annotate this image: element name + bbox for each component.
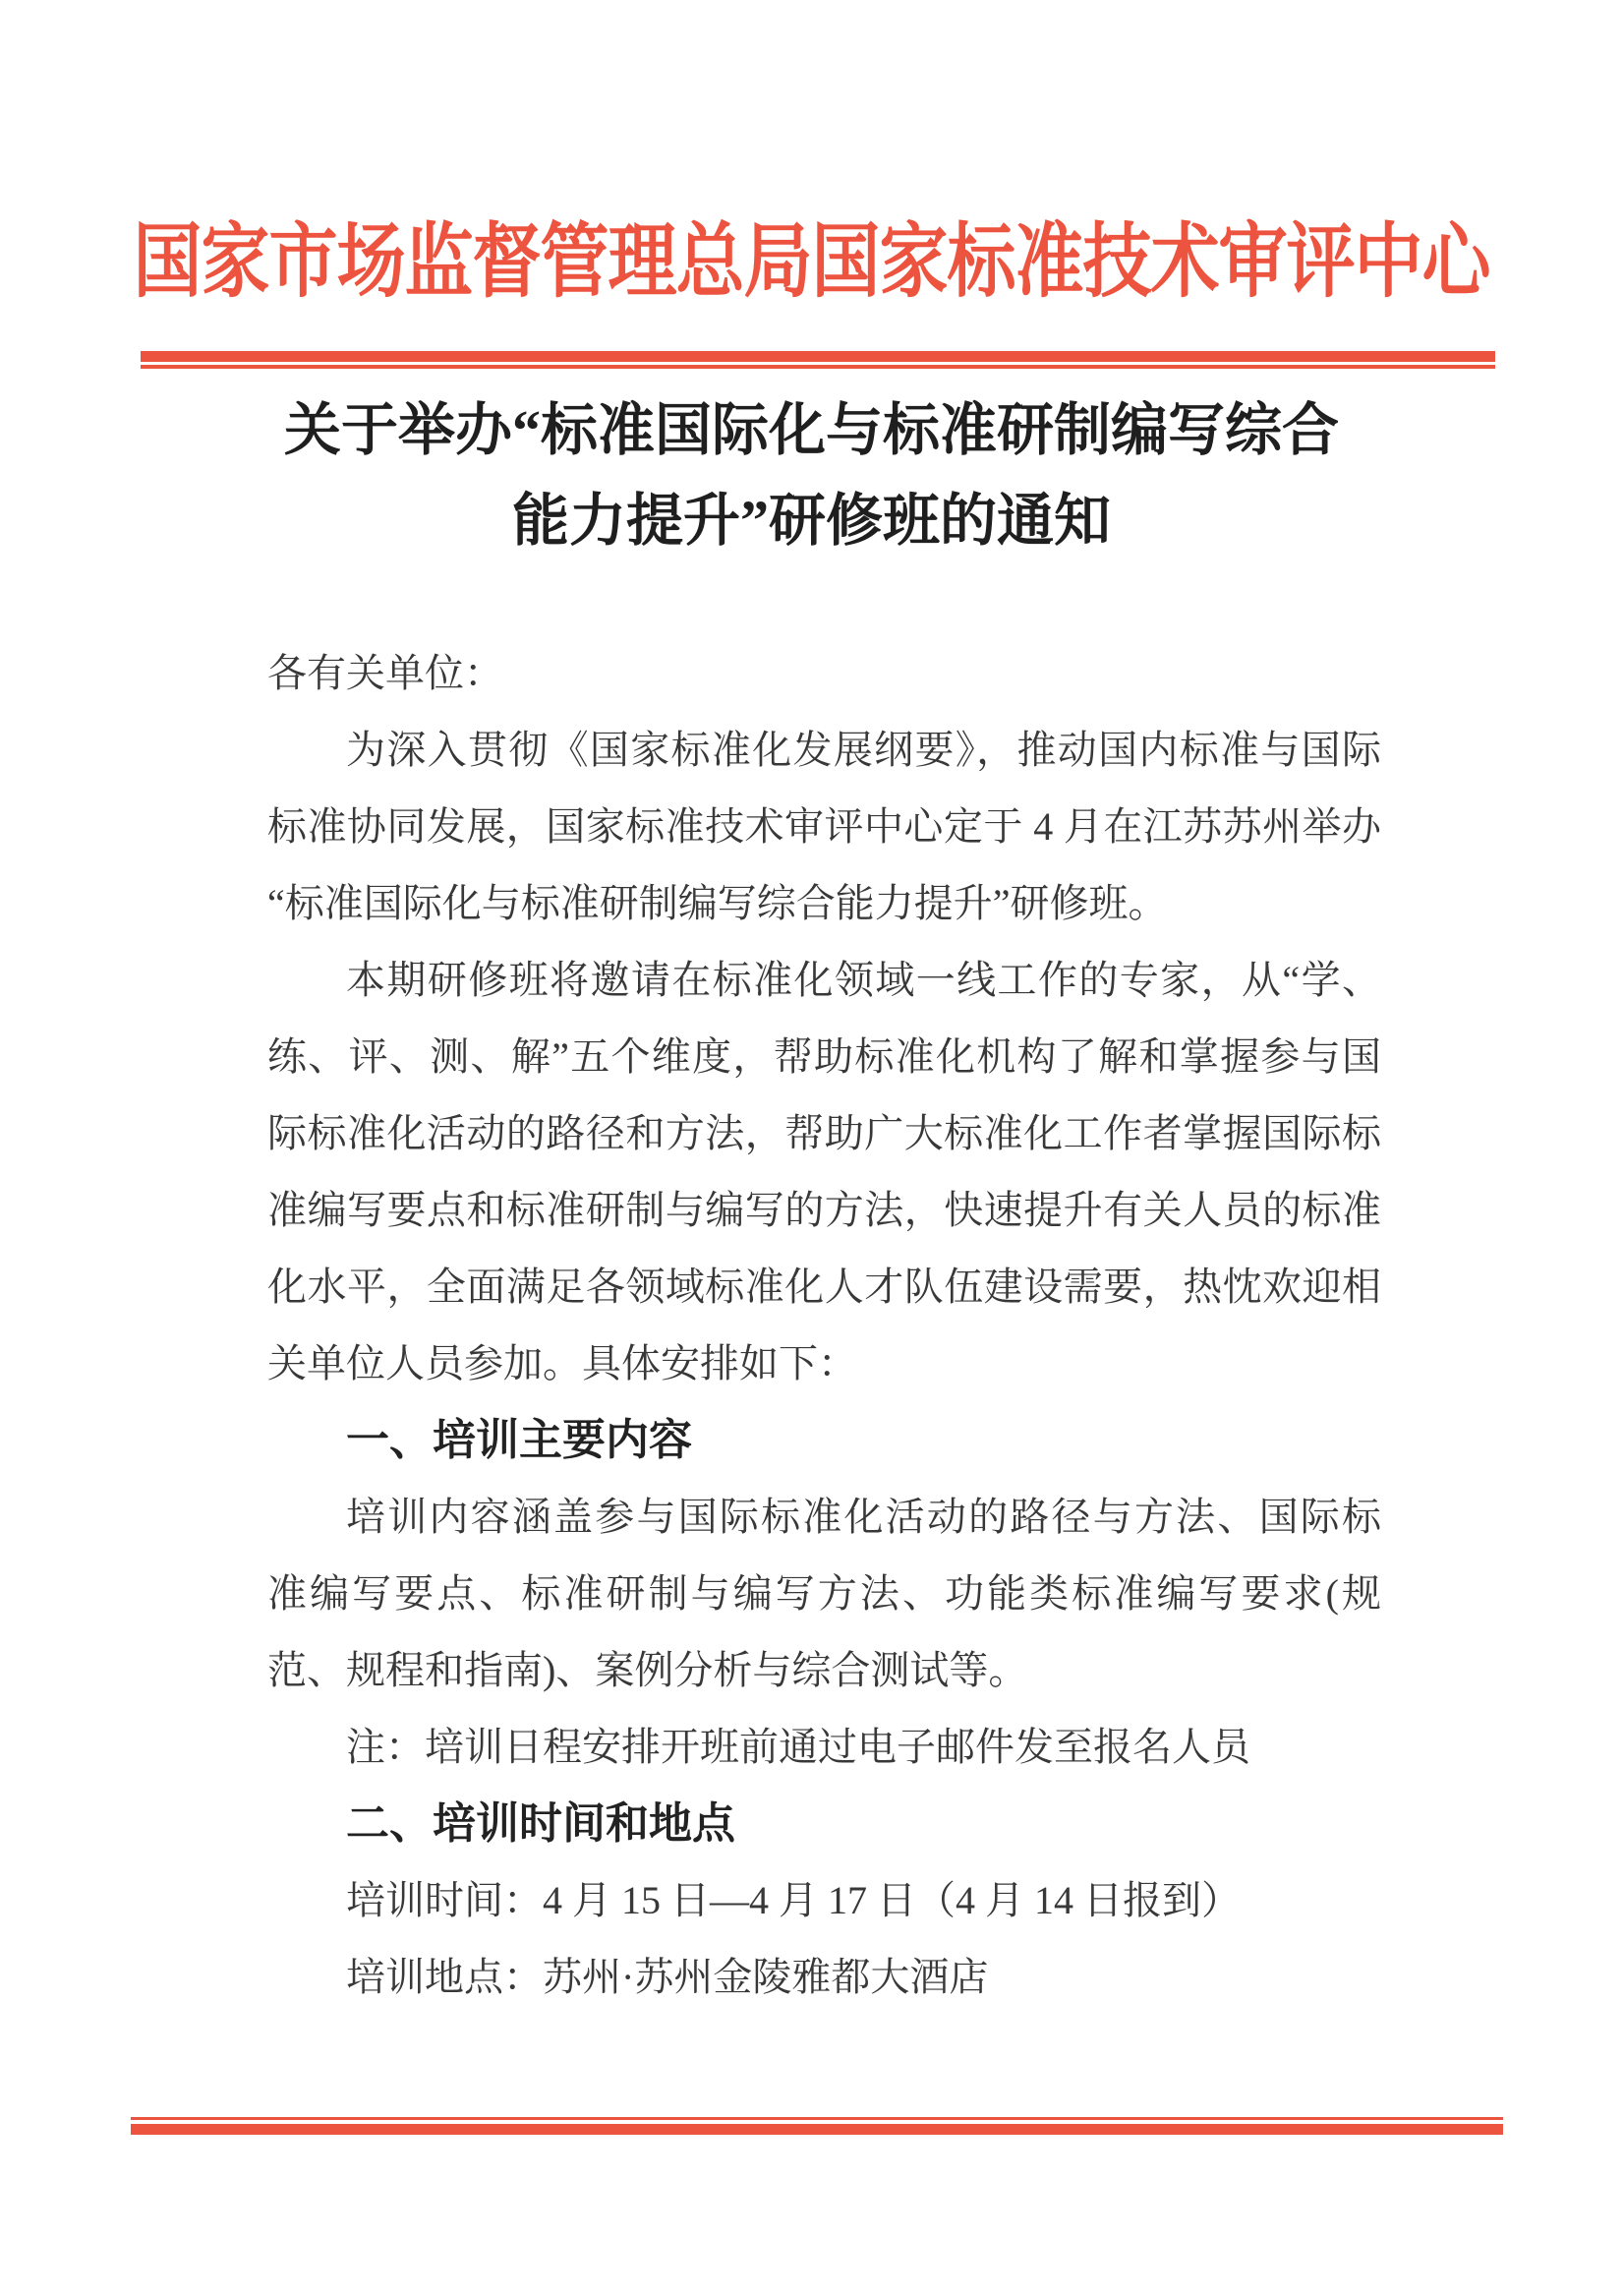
body-line: 培训地点：苏州·苏州金陵雅都大酒店: [346, 1955, 989, 1999]
body-line: 培训时间：4 月 15 日—4 月 17 日（4 月 14 日报到）: [346, 1878, 1241, 1922]
body-line: 范、规程和指南)、案例分析与综合测试等。: [267, 1648, 1028, 1692]
body-line: 化水平，全面满足各领域标准化人才队伍建设需要，热忱欢迎相: [267, 1265, 1381, 1309]
body-line: 准编写要点和标准研制与编写的方法，快速提升有关人员的标准: [267, 1188, 1381, 1232]
body-line: “标准国际化与标准研制编写综合能力提升”研修班。: [267, 881, 1168, 925]
body-text: [267, 635, 1381, 2016]
rule-thick-band: [131, 2124, 1503, 2135]
body-line: 标准协同发展，国家标准技术审评中心定于 4 月在江苏苏州举办: [267, 804, 1381, 849]
rule-thick-band: [141, 351, 1495, 362]
body-line: 练、评、测、解”五个维度，帮助标准化机构了解和掌握参与国: [267, 1034, 1381, 1079]
section-heading: 一、培训主要内容: [346, 1416, 692, 1464]
document-title-line1: 关于举办“标准国际化与标准研制编写综合: [283, 398, 1339, 462]
section-heading: 二、培训时间和地点: [346, 1799, 735, 1848]
body-line: 为深入贯彻《国家标准化发展纲要》，推动国内标准与国际: [346, 728, 1381, 772]
letterhead-divider-rule: [141, 351, 1495, 369]
body-line: 注：培训日程安排开班前通过电子邮件发至报名人员: [346, 1725, 1250, 1769]
rule-thin-band: [141, 365, 1495, 369]
body-line: 本期研修班将邀请在标准化领域一线工作的专家，从“学、: [346, 958, 1381, 1002]
letterhead-org-name: 国家市场监督管理总局国家标准技术审评中心: [133, 218, 1490, 308]
footer-divider-rule: [131, 2117, 1503, 2135]
body-line: 准编写要点、标准研制与编写方法、功能类标准编写要求(规: [267, 1571, 1381, 1616]
body-line: 际标准化活动的路径和方法，帮助广大标准化工作者掌握国际标: [267, 1111, 1381, 1155]
body-line: 各有关单位：: [267, 651, 503, 695]
document-title: [0, 385, 1623, 566]
document-title-line2: 能力提升”研修班的通知: [511, 489, 1111, 553]
body-line: 关单位人员参加。具体安排如下：: [267, 1341, 857, 1385]
body-line: 培训内容涵盖参与国际标准化活动的路径与方法、国际标: [346, 1495, 1381, 1539]
